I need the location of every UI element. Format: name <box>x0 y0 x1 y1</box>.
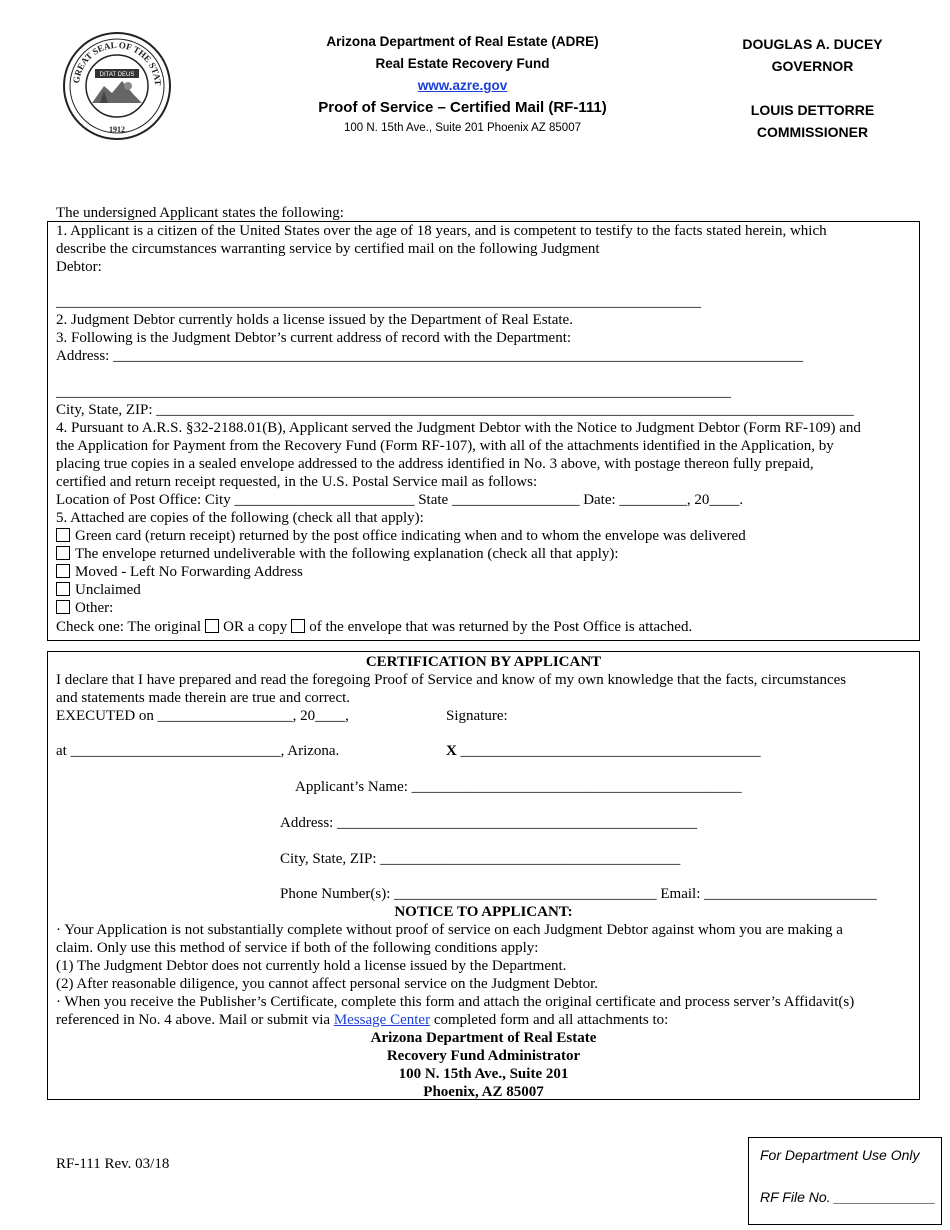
certification-title: CERTIFICATION BY APPLICANT <box>365 654 602 670</box>
copy-checkbox[interactable] <box>291 619 305 633</box>
governor-title: GOVERNOR <box>771 58 854 74</box>
intro-text: The undersigned Applicant states the following: <box>56 205 344 221</box>
certification-line1: I declare that I have prepared and read the foregoing Proof of Service and know of my own knowledge that the facts, circumstances <box>56 672 847 688</box>
notice-line6-prefix: referenced in No. 4 above. Mail or submit via <box>56 1012 331 1028</box>
notice-line1: · Your Application is not substantially complete without proof of service on each Judgment Debtor against whom you are making a <box>56 922 843 938</box>
notice-line5: · When you receive the Publisher’s Certificate, complete this form and attach the original certificate and process server’s Affidavit(s) <box>56 994 855 1010</box>
item4-line4: certified and return receipt requested, in the U.S. Postal Service mail as follows: <box>56 474 538 490</box>
checkbox-label: Green card (return receipt) returned by the post office indicating when and to whom the envelope was delivered <box>75 528 746 544</box>
rf-file-number-field[interactable]: RF File No. _____________ <box>760 1189 936 1205</box>
checkbox-label: Other: <box>75 600 114 616</box>
checkbox-row-unclaimed[interactable] <box>56 581 141 599</box>
judgment-debtor-field[interactable]: ______________________________________________________________________________________ <box>56 294 701 310</box>
commissioner-name: LOUIS DETTORRE <box>750 102 875 118</box>
signature-label: Signature: <box>446 708 508 724</box>
original-checkbox[interactable] <box>205 619 219 633</box>
item4-line2: the Application for Payment from the Recovery Fund (Form RF-107), with all of the attachments identified in the Application, by <box>56 438 834 454</box>
debtor-address-field[interactable]: Address: ____________________________________________________________________________________________ <box>56 348 804 364</box>
moved-checkbox[interactable] <box>56 564 70 578</box>
item1-line3: Debtor: <box>56 259 102 275</box>
governor-name: DOUGLAS A. DUCEY <box>742 36 883 52</box>
commissioner-title: COMMISSIONER <box>756 124 869 140</box>
notice-line3: (1) The Judgment Debtor does not currently hold a license issued by the Department. <box>56 958 567 974</box>
other-checkbox[interactable] <box>56 600 70 614</box>
applicant-name-field[interactable]: Applicant’s Name: ____________________________________________ <box>295 779 742 795</box>
check-one-row <box>56 618 692 636</box>
mail-address-line3: 100 N. 15th Ave., Suite 201 <box>398 1066 569 1082</box>
department-use-label: For Department Use Only <box>760 1147 920 1163</box>
checkbox-label: Moved - Left No Forwarding Address <box>75 564 303 580</box>
notice-line6-suffix: completed form and all attachments to: <box>433 1012 669 1028</box>
notice-line2: claim. Only use this method of service if both of the following conditions apply: <box>56 940 539 956</box>
item3-text: 3. Following is the Judgment Debtor’s current address of record with the Department: <box>56 330 572 346</box>
agency-address: 100 N. 15th Ave., Suite 201 Phoenix AZ 85007 <box>344 122 581 134</box>
debtor-address-line2-field[interactable]: __________________________________________________________________________________________ <box>56 384 731 400</box>
copy-label: OR a copy <box>223 619 288 635</box>
item4-line3: placing true copies in a sealed envelope addressed to the address identified in No. 3 above, with postage thereon fully prepaid, <box>56 456 814 472</box>
check-one-suffix: of the envelope that was returned by the Post Office is attached. <box>309 619 693 635</box>
state-seal <box>62 31 172 141</box>
applicant-city-state-zip-field[interactable]: City, State, ZIP: ________________________________________ <box>280 851 681 867</box>
debtor-city-state-zip-field[interactable]: City, State, ZIP: _____________________________________________________________________________________________ <box>56 402 854 418</box>
notice-line6 <box>56 1011 668 1029</box>
agency-name: Arizona Department of Real Estate (ADRE) <box>326 34 599 49</box>
mail-address-line1: Arizona Department of Real Estate <box>370 1030 597 1046</box>
green-card-checkbox[interactable] <box>56 528 70 542</box>
executed-location-field[interactable]: at ____________________________, Arizona. <box>56 743 340 759</box>
item1-line1: 1. Applicant is a citizen of the United States over the age of 18 years, and is competent to testify to the facts stated herein, which <box>56 223 827 239</box>
seal-outer-text: GREAT SEAL OF THE STAT <box>71 39 164 86</box>
seal-motto: DITAT DEUS <box>99 72 135 78</box>
seal-year: 1912 <box>109 125 125 134</box>
checkbox-label: The envelope returned undeliverable with the following explanation (check all that apply): <box>75 546 619 562</box>
checkbox-row-green-card[interactable] <box>56 527 746 545</box>
undeliverable-checkbox[interactable] <box>56 546 70 560</box>
form-title: Proof of Service – Certified Mail (RF-111) <box>318 99 607 116</box>
checkbox-row-moved[interactable] <box>56 563 303 581</box>
applicant-address-field[interactable]: Address: ________________________________________________ <box>280 815 698 831</box>
message-center-link[interactable]: Message Center <box>333 1012 431 1028</box>
notice-title: NOTICE TO APPLICANT: <box>394 904 573 920</box>
item4-line1: 4. Pursuant to A.R.S. §32-2188.01(B), Applicant served the Judgment Debtor with the Notice to Judgment Debtor (Form RF-109) and <box>56 420 861 436</box>
checkbox-label: Unclaimed <box>75 582 141 598</box>
signature-x-mark: X <box>446 743 457 759</box>
checkbox-row-undeliverable[interactable] <box>56 545 619 563</box>
mail-address-line4: Phoenix, AZ 85007 <box>423 1084 544 1100</box>
check-one-label: Check one: The original <box>56 619 202 635</box>
form-revision: RF-111 Rev. 03/18 <box>56 1156 170 1172</box>
post-office-location-field[interactable]: Location of Post Office: City ________________________ State _________________ Date: _________, 20____. <box>56 492 744 508</box>
department-use-box <box>748 1137 942 1225</box>
unclaimed-checkbox[interactable] <box>56 582 70 596</box>
item1-line2: describe the circumstances warranting service by certified mail on the following Judgment <box>56 241 600 257</box>
phone-email-field[interactable]: Phone Number(s): ___________________________________ Email: _______________________ <box>280 886 877 902</box>
certification-line2: and statements made therein are true and correct. <box>56 690 351 706</box>
fund-name: Real Estate Recovery Fund <box>375 56 550 71</box>
item5-text: 5. Attached are copies of the following (check all that apply): <box>56 510 424 526</box>
checkbox-row-other[interactable] <box>56 599 113 617</box>
executed-date-field[interactable]: EXECUTED on __________________, 20____, <box>56 708 349 724</box>
notice-line4: (2) After reasonable diligence, you cannot affect personal service on the Judgment Debtor. <box>56 976 599 992</box>
signature-field[interactable] <box>446 742 761 760</box>
item2-text: 2. Judgment Debtor currently holds a license issued by the Department of Real Estate. <box>56 312 573 328</box>
website-link[interactable]: www.azre.gov <box>417 78 508 93</box>
signature-line: ________________________________________ <box>460 743 761 759</box>
mail-address-line2: Recovery Fund Administrator <box>386 1048 581 1064</box>
